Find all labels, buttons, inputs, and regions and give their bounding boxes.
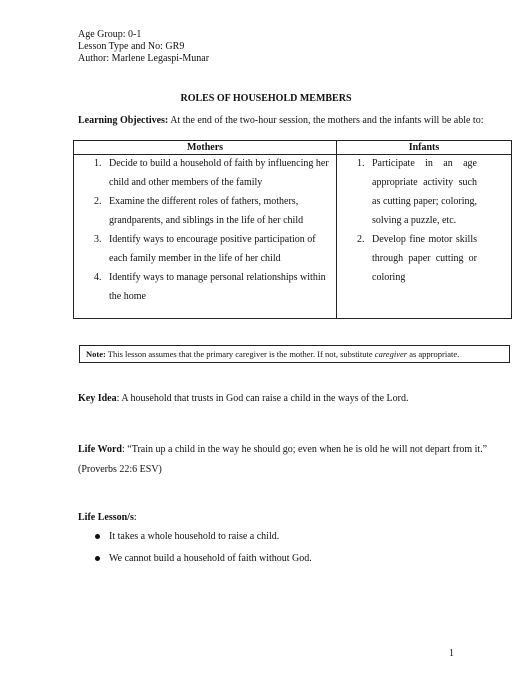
infants-header: Infants — [408, 142, 440, 153]
list-item — [95, 526, 312, 548]
life-lesson-colon: : — [133, 512, 137, 523]
lesson-text: We cannot build a household of faith without God. — [109, 553, 312, 564]
item-text: Examine the different roles of fathers, mothers, grandparents, and siblings in the life of her child — [109, 196, 304, 226]
item-text: Participate in an age appropriate activity such as cutting paper; coloring, solving a puzzle, etc. — [372, 158, 477, 226]
key-idea-label: Key Idea — [78, 393, 117, 404]
list-item — [357, 230, 477, 287]
life-word-text: : “Train up a child in the way he should go; even when he is old he will not depart from it.” (Proverbs 22:6 ESV) — [78, 444, 488, 475]
item-number: 4. — [94, 272, 102, 283]
bullet-icon — [95, 534, 100, 539]
objectives-label: Learning Objectives: — [78, 115, 169, 126]
life-word-label: Life Word — [78, 444, 122, 455]
infants-objectives-list — [357, 154, 477, 287]
life-lesson-heading — [78, 512, 137, 525]
age-group: Age Group: 0-1 — [78, 29, 142, 40]
item-number: 2. — [357, 234, 365, 245]
list-item — [357, 154, 477, 230]
author: Author: Marlene Legaspi-Munar — [78, 53, 210, 64]
page-number: 1 — [449, 648, 454, 659]
note-text: This lesson assumes that the primary caregiver is the mother. If not, substitute — [105, 349, 375, 359]
note-label: Note: — [86, 349, 106, 359]
note-italic: caregiver — [374, 349, 408, 359]
life-lessons-list — [95, 526, 312, 570]
note-box — [79, 345, 510, 363]
note-text-end: as appropriate. — [407, 349, 460, 359]
item-number: 2. — [94, 196, 102, 207]
item-number: 1. — [94, 158, 102, 169]
list-item — [94, 268, 334, 306]
item-number: 3. — [94, 234, 102, 245]
lesson-type: Lesson Type and No: GR9 — [78, 41, 185, 52]
column-divider — [336, 141, 337, 318]
key-idea — [78, 393, 508, 406]
bullet-icon — [95, 556, 100, 561]
life-word — [78, 440, 498, 480]
objectives-text: At the end of the two-hour session, the mothers and the infants will be able to: — [168, 115, 484, 126]
item-text: Decide to build a household of faith by influencing her child and other members of the family — [109, 158, 329, 188]
objectives-table — [73, 140, 512, 319]
life-lesson-label: Life Lesson/s — [78, 512, 134, 523]
list-item — [94, 154, 334, 192]
learning-objectives — [78, 115, 508, 126]
key-idea-text: : A household that trusts in God can raise a child in the ways of the Lord. — [116, 393, 409, 404]
lesson-title: ROLES OF HOUSEHOLD MEMBERS — [180, 93, 352, 104]
list-item — [94, 230, 334, 268]
mothers-objectives-list — [94, 154, 334, 306]
item-text: Develop fine motor skills through paper cutting or coloring — [372, 234, 477, 283]
item-text: Identify ways to encourage positive participation of each family member in the life of her child — [109, 234, 316, 264]
mothers-header: Mothers — [186, 142, 224, 153]
item-text: Identify ways to manage personal relationships within the home — [109, 272, 326, 302]
item-number: 1. — [357, 158, 365, 169]
list-item — [94, 192, 334, 230]
document-header — [78, 29, 209, 65]
list-item — [95, 548, 312, 570]
lesson-text: It takes a whole household to raise a child. — [109, 531, 280, 542]
